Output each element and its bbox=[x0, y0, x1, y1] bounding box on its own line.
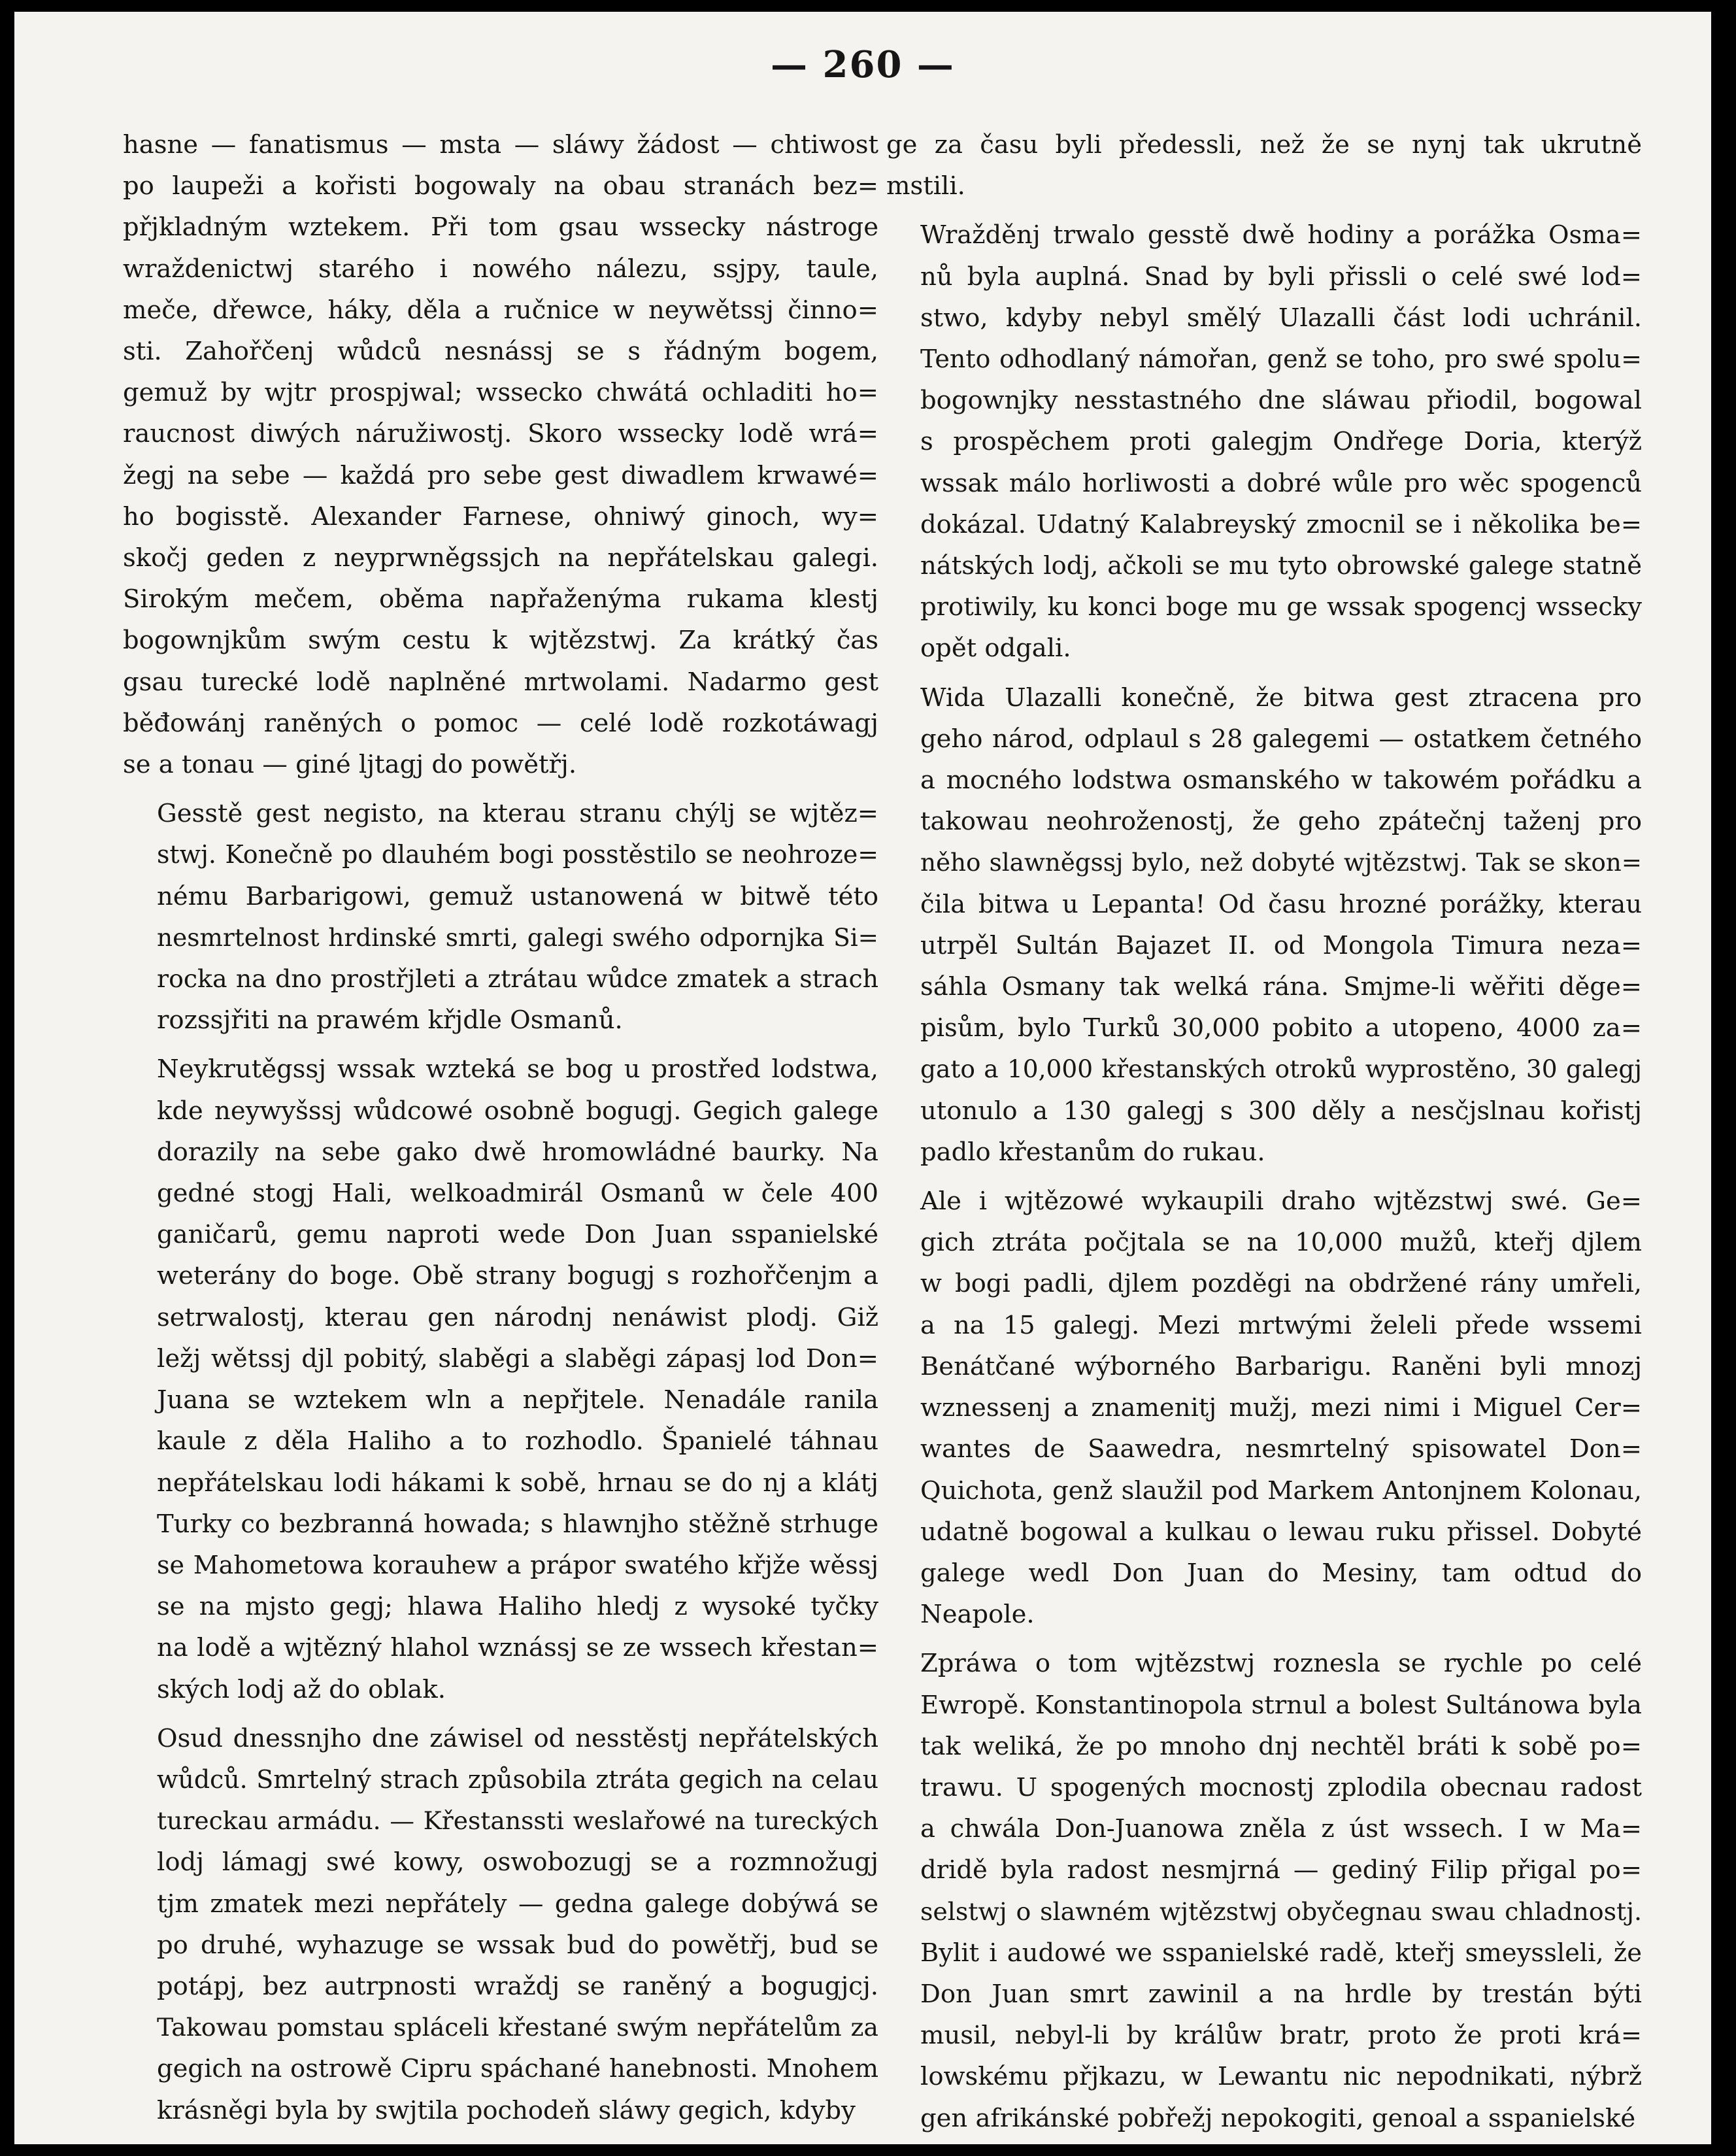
text-line: Bylit i audowé we sspanielské radě, kteřj smeyssleli, že bbox=[920, 1938, 1642, 1968]
text-line: utonulo a 130 galegj s 300 děly a nesčjslnau kořistj bbox=[920, 1096, 1642, 1126]
text-line: Zpráwa o tom wjtězstwj roznesla se rychle po celé bbox=[920, 1649, 1642, 1679]
text-line: ganičarů, gemu naproti wede Don Juan sspanielské bbox=[157, 1220, 878, 1250]
paragraph bbox=[123, 124, 878, 785]
text-line: přjkladným wztekem. Při tom gsau wssecky nástroge bbox=[123, 212, 878, 243]
text-line: Wida Ulazalli konečně, že bitwa gest ztracena pro bbox=[920, 682, 1642, 713]
text-line: sti. Zahořčenj wůdců nesnássj se s řádným bogem, bbox=[123, 337, 878, 367]
text-line: Neapole. bbox=[920, 1600, 1035, 1630]
text-line: se a tonau — giné ljtagj do powětřj. bbox=[123, 750, 577, 780]
text-line: gemuž by wjtr prospjwal; wsseckо chwátá ochladiti ho= bbox=[123, 378, 878, 408]
text-line: opět odgali. bbox=[920, 633, 1071, 664]
text-line: kaule z děla Haliho a to rozhodlo. Španielé táhnau bbox=[157, 1426, 878, 1457]
text-line: Gesstě gest negisto, na kterau stranu chýlj se wjtěz= bbox=[157, 799, 878, 829]
text-line: setrwalostj, kterau gen národnj nenáwist plodj. Giž bbox=[157, 1302, 878, 1332]
text-line: nesmrtelnost hrdinské smrti, galegi swého odpornjka Si= bbox=[157, 922, 878, 952]
text-line: padlo křestanům do rukau. bbox=[920, 1137, 1265, 1167]
text-line: rocka na dno prostřjleti a ztrátau wůdce zmatek a strach bbox=[157, 964, 878, 994]
text-line: Wražděnj trwalo gesstě dwě hodiny a porážka Osma= bbox=[920, 220, 1642, 250]
text-line: Tento odhodlaný námořan, genž se toho, pro swé spolu= bbox=[920, 345, 1642, 374]
text-line: weterány do boge. Obě strany bogugj s rozhořčenjm a bbox=[157, 1261, 878, 1291]
text-line: dorazily na sebe gako dwě hromowládné baurky. Na bbox=[157, 1137, 878, 1167]
text-line: skočj geden z neyprwněgssjch na nepřátelskau galegi. bbox=[123, 543, 878, 573]
text-line: potápj, bez autrpnosti wraždj se raněný a bogugjcj. bbox=[157, 1971, 878, 2001]
text-line: wraždenictwj starého i nowého nálezu, ssjpy, taule, bbox=[123, 254, 878, 284]
text-line: gich ztráta počjtala se na 10,000 mužů, kteřj djlem bbox=[920, 1228, 1642, 1258]
text-line: bogownjky nesstastného dne sláwau přiodil, bogowal bbox=[920, 386, 1642, 416]
text-line: protiwily, ku konci boge mu ge wssak spogencj wssecky bbox=[920, 592, 1642, 622]
text-line: Ale i wjtězowé wykaupili draho wjtězstwj swé. Ge= bbox=[920, 1187, 1642, 1217]
text-line: mstili. bbox=[886, 171, 965, 201]
text-line: Don Juan smrt zawinil a na hrdle by trestán býti bbox=[920, 1979, 1642, 2009]
paragraph bbox=[123, 1718, 878, 2131]
text-line: utrpěl Sultán Bajazet II. od Mongola Timura neza= bbox=[920, 930, 1642, 960]
text-line: sáhla Osmany tak welká rána. Smjme-li wěřiti děge= bbox=[920, 972, 1642, 1002]
text-line: raucnost diwých náružiwostj. Skoro wssecky lodě wrá= bbox=[123, 419, 878, 449]
text-line: nů byla auplná. Snad by byli přissli o celé swé lod= bbox=[920, 261, 1642, 292]
text-line: krásněgi byla by swjtila pochodeň sláwy gegich, kdyby bbox=[157, 2095, 856, 2125]
text-line: wantes de Saawedra, nesmrtelný spisowatel Don= bbox=[920, 1434, 1642, 1464]
text-line: Neykrutěgssj wssak wzteká se bog u prostřed lodstwa, bbox=[157, 1054, 878, 1085]
paragraph bbox=[886, 124, 1642, 207]
text-line: gen afrikánské pobřežj nepokogiti, genoal a sspanielské bbox=[920, 2103, 1636, 2133]
text-line: wůdců. Smrtelný strach způsobila ztráta gegich na celau bbox=[157, 1764, 878, 1794]
text-line: gato a 10,000 křestanských otroků wyprostěno, 30 galegj bbox=[920, 1054, 1642, 1084]
text-line: bogownjkům swým cestu k wjtězstwj. Za krátký čas bbox=[123, 626, 878, 656]
text-line: takowau neohroženostj, že geho zpátečnj taženj pro bbox=[920, 807, 1642, 837]
text-line: trawu. U spogených mocnostj zplodila obecnau radost bbox=[920, 1772, 1642, 1802]
text-line: ge za času byli předessli, než že se nynj tak ukrutně bbox=[886, 130, 1642, 160]
text-line: něho slawněgssj bylo, než dobyté wjtězstwj. Tak se skon= bbox=[920, 848, 1642, 877]
left-column bbox=[123, 124, 878, 2131]
text-line: ležj wětssj djl pobitý, slaběgi a slaběgi zápasj lod Don= bbox=[157, 1343, 878, 1373]
text-line: tak weliká, že po mnoho dnj nechtěl bráti k sobě po= bbox=[920, 1731, 1642, 1761]
text-line: rozssjřiti na prawém křjdle Osmanů. bbox=[157, 1005, 623, 1036]
text-line: nému Barbarigowi, gemuž ustanowená w bitwě této bbox=[157, 881, 878, 911]
text-line: na lodě a wjtězný hlahol wznássj se ze wssech křestan= bbox=[157, 1633, 878, 1663]
text-line: musil, nebyl-li by králůw bratr, proto že proti krá= bbox=[920, 2021, 1642, 2051]
text-line: ho bogisstě. Alexander Farnese, ohniwý ginoch, wy= bbox=[123, 501, 878, 531]
text-line: s prospěchem proti galegjm Ondřege Doria, kterýž bbox=[920, 427, 1642, 457]
text-line: wssak málo horliwosti a dobré wůle pro wěc spogenců bbox=[920, 468, 1642, 498]
text-line: nátských lodj, ačkoli se mu tyto obrowské galege statně bbox=[920, 551, 1642, 581]
paragraph bbox=[123, 1049, 878, 1710]
text-line: ských lodj až do oblak. bbox=[157, 1674, 446, 1704]
paragraph bbox=[886, 1181, 1642, 1635]
right-column bbox=[886, 124, 1642, 2139]
text-line: po druhé, wyhazuge se wssak bud do powětřj, bud se bbox=[157, 1930, 878, 1960]
text-line: a mocného lodstwa osmanského w takowém pořádku a bbox=[920, 766, 1642, 796]
text-line: wznessenj a znamenitj mužj, mezi nimi i Miguel Cer= bbox=[920, 1393, 1642, 1423]
page-number: — 260 — bbox=[771, 43, 955, 86]
text-line: Benátčané wýborného Barbarigu. Raněni byli mnozj bbox=[920, 1351, 1642, 1381]
text-line: se Mahometowa korauhew a prápor swatého křjže wěssj bbox=[157, 1550, 878, 1579]
text-line: hasne — fanatismus — msta — sláwy žádost — chtiwost bbox=[123, 130, 878, 160]
text-line: w bogi padli, djlem pozděgi na obdržené rány umřeli, bbox=[920, 1269, 1642, 1299]
text-line: stwo, kdyby nebyl smělý Ulazalli část lodi uchránil. bbox=[920, 303, 1642, 333]
text-line: Takowau pomstau spláceli křestané swým nepřátelům za bbox=[157, 2013, 878, 2042]
text-line: a chwála Don-Juanowa zněla z úst wssech. I w Ma= bbox=[920, 1814, 1642, 1844]
text-line: lodj lámagj swé kowy, oswobozugj se a rozmnožugj bbox=[157, 1847, 878, 1878]
text-line: pisům, bylo Turků 30,000 pobito a utopeno, 4000 za= bbox=[920, 1013, 1642, 1043]
text-line: gedné stogj Hali, welkoadmirál Osmanů w čele 400 bbox=[157, 1179, 878, 1209]
text-line: čila bitwa u Lepanta! Od času hrozné porážky, kterau bbox=[920, 889, 1642, 919]
text-line: galege wedl Don Juan do Mesiny, tam odtud do bbox=[920, 1558, 1642, 1588]
text-line: geho národ, odplaul s 28 galegemi — ostatkem četného bbox=[920, 724, 1642, 754]
text-line: tureckau armádu. — Křestanssti weslařowé na tureckých bbox=[157, 1806, 878, 1836]
text-line: Ewropě. Konstantinopola strnul a bolest Sultánowa byla bbox=[920, 1690, 1642, 1720]
paragraph bbox=[886, 1643, 1642, 2138]
text-line: Quichota, genž slaužil pod Markem Antonjnem Kolonau, bbox=[920, 1475, 1642, 1506]
text-line: selstwj o slawném wjtězstwj obyčegnau swau chladnostj. bbox=[920, 1896, 1642, 1926]
text-line: lowskému přjkazu, w Lewantu nic nepodnikati, nýbrž bbox=[920, 2062, 1642, 2092]
text-line: dokázal. Udatný Kalabreyský zmocnil se i několika be= bbox=[920, 509, 1642, 539]
paragraph bbox=[123, 793, 878, 1041]
text-line: Osud dnessnjho dne záwisel od nesstěstj nepřátelských bbox=[157, 1723, 878, 1753]
text-line: tjm zmatek mezi nepřátely — gedna galege dobýwá se bbox=[157, 1889, 878, 1919]
text-line: udatně bogowal a kulkau o lewau ruku přissel. Dobyté bbox=[920, 1517, 1642, 1547]
text-line: nepřátelskau lodi hákami k sobě, hrnau se do nj a klátj bbox=[157, 1468, 878, 1498]
text-line: kde neywyšssj wůdcowé osobně bogugj. Gegich galege bbox=[157, 1096, 878, 1126]
text-line: Juana se wztekem wln a nepřjtele. Nenadále ranila bbox=[157, 1385, 878, 1415]
text-line: Turky co bezbranná howada; s hlawnjho stěžně strhuge bbox=[157, 1509, 878, 1539]
text-line: po laupeži a kořisti bogowaly na obau stranách bez= bbox=[123, 171, 878, 201]
text-line: Sirokým mečem, oběma napřaženýma rukama klestj bbox=[123, 584, 878, 615]
text-line: a na 15 galegj. Mezi mrtwými želeli přede wssemi bbox=[920, 1310, 1642, 1340]
text-line: gegich na ostrowě Cipru spáchané hanebnosti. Mnohem bbox=[157, 2054, 878, 2084]
text-line: se na mjsto gegj; hlawa Haliho hledj z wysoké tyčky bbox=[157, 1592, 878, 1622]
text-line: gsau turecké lodě naplněné mrtwolami. Nadarmo gest bbox=[123, 667, 878, 697]
text-line: meče, dřewce, háky, děla a ručnice w neywětssj činno= bbox=[123, 295, 878, 325]
text-line: žegj na sebe — každá pro sebe gest diwadlem krwawé= bbox=[123, 460, 878, 490]
paragraph bbox=[886, 677, 1642, 1173]
text-line: dridě byla radost nesmjrná — gediný Filip přigal po= bbox=[920, 1855, 1642, 1885]
book-page bbox=[14, 12, 1711, 2144]
text-line: běđowánj raněných o pomoc — celé lodě rozkotáwagj bbox=[123, 708, 878, 738]
text-line: stwj. Konečně po dlauhém bogi posstěstilo se neohroze= bbox=[157, 840, 878, 869]
paragraph bbox=[886, 214, 1642, 669]
